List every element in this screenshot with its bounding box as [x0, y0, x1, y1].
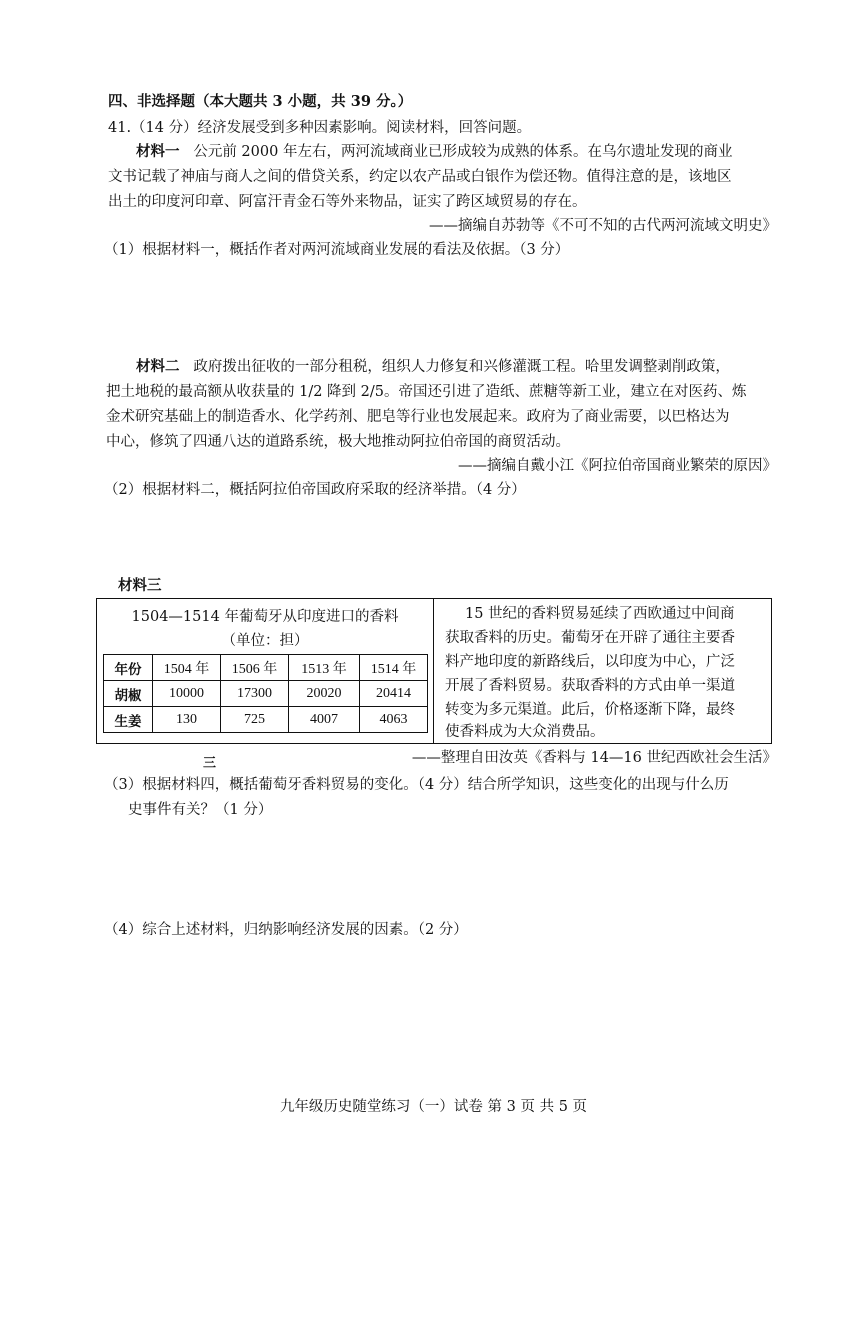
spice-text-line-6: 使香料成为大众消费品。: [445, 724, 605, 740]
table-row: [104, 681, 428, 707]
spice-table-title: 1504—1514 年葡萄牙从印度进口的香料: [131, 609, 399, 625]
table-header-row: [104, 655, 428, 681]
material-2-line-4: 中心，修筑了四通八达的道路系统，极大地推动阿拉伯帝国的商贸活动。: [106, 434, 570, 450]
material-2-label: 材料二: [136, 358, 180, 375]
sub-question-1: （1）根据材料一，概括作者对两河流域商业发展的看法及依据。（3 分）: [104, 242, 570, 258]
material-2-text: 政府拨出征收的一部分租税，组织人力修复和兴修灌溉工程。哈里发调整剥削政策，: [193, 359, 730, 375]
table-cell: 10000: [153, 681, 221, 707]
material-3-box: [96, 598, 772, 744]
table-cell: 725: [221, 707, 289, 733]
material-1-source: ——摘编自苏勃等《不可不知的古代两河流域文明史》: [429, 218, 777, 234]
table-header-cell: 1513 年: [289, 655, 360, 681]
question-41-stem: 41.（14 分）经济发展受到多种因素影响。阅读材料，回答问题。: [108, 120, 532, 136]
spice-table-panel: [97, 599, 434, 743]
sub-question-4: （4）综合上述材料，归纳影响经济发展的因素。（2 分）: [104, 922, 468, 938]
material-1-line-2: 文书记载了神庙与商人之间的借贷关系，约定以农产品或白银作为偿还物。值得注意的是，该地区: [108, 169, 732, 185]
table-header-cell: 1506 年: [221, 655, 289, 681]
material-3-source: ——整理自田汝英《香料与 14—16 世纪西欧社会生活》: [411, 750, 777, 766]
material-1-label: 材料一: [136, 143, 180, 160]
table-cell: 4007: [289, 707, 360, 733]
table-cell: 17300: [221, 681, 289, 707]
material-3-label: 材料三: [118, 577, 162, 594]
handwritten-correction: 三: [203, 756, 217, 771]
spice-text-line-4: 开展了香料贸易。获取香料的方式由单一渠道: [445, 678, 735, 694]
material-1-line-3: 出土的印度河印章、阿富汗青金石等外来物品，证实了跨区域贸易的存在。: [108, 194, 587, 210]
spice-table: [103, 654, 428, 733]
table-header-cell: 1504 年: [153, 655, 221, 681]
sub-question-2: （2）根据材料二，概括阿拉伯帝国政府采取的经济举措。（4 分）: [104, 482, 526, 498]
table-cell: 胡椒: [104, 681, 153, 707]
table-cell: 4063: [360, 707, 428, 733]
material-2-line-3: 金术研究基础上的制造香水、化学药剂、肥皂等行业也发展起来。政府为了商业需要，以巴格达为: [106, 409, 730, 425]
spice-table-unit: （单位：担）: [221, 633, 309, 649]
material-2-source: ——摘编自戴小江《阿拉伯帝国商业繁荣的原因》: [458, 458, 777, 474]
table-cell: 20020: [289, 681, 360, 707]
table-header-cell: 1514 年: [360, 655, 428, 681]
table-header-cell: 年份: [104, 655, 153, 681]
spice-text-line-2: 获取香料的历史。葡萄牙在开辟了通往主要香: [445, 630, 735, 646]
table-cell: 生姜: [104, 707, 153, 733]
section-heading: 四、非选择题（本大题共 3 小题，共 39 分。）: [108, 93, 413, 110]
spice-text-panel: [437, 599, 769, 743]
sub-question-3-line-2: 史事件有关？（1 分）: [128, 802, 273, 818]
spice-text-line-5: 转变为多元渠道。此后，价格逐渐下降，最终: [445, 702, 735, 718]
material-2-line-1: [136, 357, 730, 377]
spice-text-line-1: 15 世纪的香料贸易延续了西欧通过中间商: [465, 606, 735, 622]
material-2-line-2: 把土地税的最高额从收获量的 1/2 降到 2/5。帝国还引进了造纸、蔗糖等新工业，建立在对医药、炼: [106, 384, 747, 400]
page-footer: 九年级历史随堂练习（一）试卷 第 3 页 共 5 页: [279, 1099, 588, 1115]
material-1-line-1: [136, 142, 732, 162]
spice-text-line-3: 料产地印度的新路线后，以印度为中心，广泛: [445, 654, 735, 670]
sub-question-3-line-1: （3）根据材料四，概括葡萄牙香料贸易的变化。（4 分）结合所学知识，这些变化的出现与什么历: [104, 777, 729, 793]
material-1-text: 公元前 2000 年左右，两河流域商业已形成较为成熟的体系。在乌尔遗址发现的商业: [193, 144, 733, 160]
table-cell: 130: [153, 707, 221, 733]
table-row: [104, 707, 428, 733]
table-cell: 20414: [360, 681, 428, 707]
